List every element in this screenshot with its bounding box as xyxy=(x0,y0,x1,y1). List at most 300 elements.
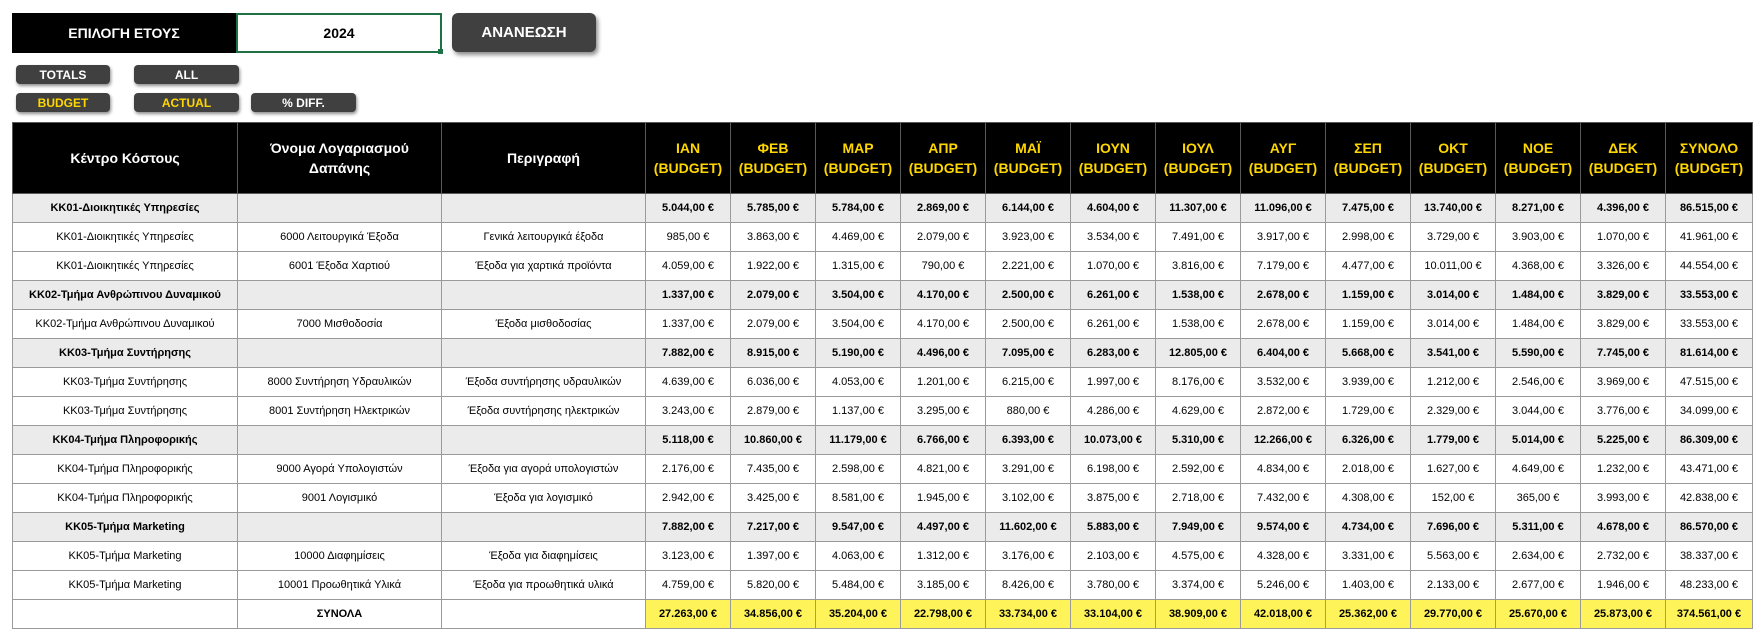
month-value-cell[interactable]: 11.602,00 € xyxy=(986,513,1071,542)
month-value-cell[interactable]: 6.144,00 € xyxy=(986,194,1071,223)
month-value-cell[interactable]: 6.036,00 € xyxy=(731,368,816,397)
month-value-cell[interactable]: 2.869,00 € xyxy=(901,194,986,223)
group-row xyxy=(13,426,1753,455)
month-value-cell[interactable]: 4.678,00 € xyxy=(1581,513,1666,542)
header-month-name: ΙΟΥΛ xyxy=(1182,140,1214,156)
month-value-cell[interactable]: 7.491,00 € xyxy=(1156,223,1241,252)
month-value-cell[interactable]: 4.575,00 € xyxy=(1156,542,1241,571)
header-month-name: ΙΟΥΝ xyxy=(1096,140,1130,156)
header-month-scenario: (BUDGET) xyxy=(653,160,723,176)
cost-center-cell[interactable]: ΚΚ02-Τμήμα Ανθρώπινου Δυναμικού xyxy=(13,310,238,339)
header-month-name: ΜΑΪ xyxy=(1015,140,1041,156)
header-month-scenario: (BUDGET) xyxy=(1333,160,1403,176)
month-value-cell[interactable]: 29.770,00 € xyxy=(1411,600,1496,629)
month-value-cell[interactable]: 5.246,00 € xyxy=(1241,571,1326,600)
total-value-cell[interactable]: 33.553,00 € xyxy=(1666,281,1753,310)
month-value-cell[interactable]: 2.592,00 € xyxy=(1156,455,1241,484)
month-value-cell[interactable]: 1.315,00 € xyxy=(816,252,901,281)
month-value-cell[interactable]: 152,00 € xyxy=(1411,484,1496,513)
month-value-cell[interactable]: 22.798,00 € xyxy=(901,600,986,629)
description-cell[interactable]: Έξοδα για διαφημίσεις xyxy=(442,542,646,571)
month-value-cell[interactable]: 2.546,00 € xyxy=(1496,368,1581,397)
month-value-cell[interactable]: 38.909,00 € xyxy=(1156,600,1241,629)
header-month-name: ΦΕΒ xyxy=(757,140,789,156)
month-value-cell[interactable]: 7.179,00 € xyxy=(1241,252,1326,281)
month-value-cell[interactable]: 2.718,00 € xyxy=(1156,484,1241,513)
cost-center-cell[interactable]: ΚΚ04-Τμήμα Πληροφορικής xyxy=(13,484,238,513)
month-value-cell[interactable]: 11.307,00 € xyxy=(1156,194,1241,223)
month-value-cell[interactable]: 1.337,00 € xyxy=(646,281,731,310)
month-value-cell[interactable]: 4.170,00 € xyxy=(901,310,986,339)
header-month-name: ΟΚΤ xyxy=(1438,140,1468,156)
header-cost-center[interactable]: Κέντρο Κόστους xyxy=(13,123,238,194)
month-value-cell[interactable]: 2.103,00 € xyxy=(1071,542,1156,571)
month-value-cell[interactable]: 8.426,00 € xyxy=(986,571,1071,600)
month-value-cell[interactable]: 7.095,00 € xyxy=(986,339,1071,368)
refresh-button[interactable]: ΑΝΑΝΕΩΣΗ xyxy=(452,13,596,52)
month-value-cell[interactable]: 2.079,00 € xyxy=(731,281,816,310)
header-row xyxy=(13,123,1753,194)
total-value-cell[interactable]: 41.961,00 € xyxy=(1666,223,1753,252)
month-value-cell[interactable]: 1.159,00 € xyxy=(1326,281,1411,310)
month-value-cell[interactable]: 3.331,00 € xyxy=(1326,542,1411,571)
month-value-cell[interactable]: 42.018,00 € xyxy=(1241,600,1326,629)
total-value-cell[interactable]: 86.515,00 € xyxy=(1666,194,1753,223)
month-value-cell[interactable]: 6.404,00 € xyxy=(1241,339,1326,368)
month-value-cell[interactable]: 7.435,00 € xyxy=(731,455,816,484)
month-value-cell[interactable]: 5.784,00 € xyxy=(816,194,901,223)
month-value-cell[interactable]: 1.397,00 € xyxy=(731,542,816,571)
month-value-cell[interactable]: 1.212,00 € xyxy=(1411,368,1496,397)
month-value-cell[interactable]: 7.696,00 € xyxy=(1411,513,1496,542)
month-value-cell[interactable]: 1.627,00 € xyxy=(1411,455,1496,484)
month-value-cell[interactable]: 4.469,00 € xyxy=(816,223,901,252)
month-value-cell[interactable]: 4.053,00 € xyxy=(816,368,901,397)
month-value-cell[interactable]: 6.766,00 € xyxy=(901,426,986,455)
month-value-cell[interactable]: 9.547,00 € xyxy=(816,513,901,542)
account-cell[interactable] xyxy=(238,281,442,310)
month-value-cell[interactable]: 7.475,00 € xyxy=(1326,194,1411,223)
account-cell[interactable]: 9001 Λογισμικό xyxy=(238,484,442,513)
month-value-cell[interactable]: 1.538,00 € xyxy=(1156,310,1241,339)
month-value-cell[interactable]: 1.201,00 € xyxy=(901,368,986,397)
month-value-cell[interactable]: 7.217,00 € xyxy=(731,513,816,542)
month-value-cell[interactable]: 12.805,00 € xyxy=(1156,339,1241,368)
month-value-cell[interactable]: 1.312,00 € xyxy=(901,542,986,571)
total-value-cell[interactable]: 44.554,00 € xyxy=(1666,252,1753,281)
month-value-cell[interactable]: 4.286,00 € xyxy=(1071,397,1156,426)
header-month[interactable] xyxy=(731,123,816,194)
account-cell[interactable]: 9000 Αγορά Υπολογιστών xyxy=(238,455,442,484)
month-value-cell[interactable]: 1.538,00 € xyxy=(1156,281,1241,310)
month-value-cell[interactable]: 3.532,00 € xyxy=(1241,368,1326,397)
month-value-cell[interactable]: 3.541,00 € xyxy=(1411,339,1496,368)
year-input-cell[interactable] xyxy=(236,13,442,53)
month-value-cell[interactable]: 2.079,00 € xyxy=(731,310,816,339)
month-value-cell[interactable]: 4.497,00 € xyxy=(901,513,986,542)
header-month-name: ΙΑΝ xyxy=(675,140,701,156)
month-value-cell[interactable]: 3.993,00 € xyxy=(1581,484,1666,513)
header-month[interactable] xyxy=(816,123,901,194)
account-cell[interactable] xyxy=(238,339,442,368)
month-value-cell[interactable]: 365,00 € xyxy=(1496,484,1581,513)
header-month-scenario: (BUDGET) xyxy=(1418,160,1488,176)
month-value-cell[interactable]: 6.261,00 € xyxy=(1071,310,1156,339)
month-value-cell[interactable]: 12.266,00 € xyxy=(1241,426,1326,455)
month-value-cell[interactable]: 2.998,00 € xyxy=(1326,223,1411,252)
month-value-cell[interactable]: 3.875,00 € xyxy=(1071,484,1156,513)
description-cell[interactable]: Έξοδα για λογισμικό xyxy=(442,484,646,513)
table-row xyxy=(13,571,1753,600)
totals-button[interactable]: TOTALS xyxy=(16,65,110,84)
month-value-cell[interactable]: 1.946,00 € xyxy=(1581,571,1666,600)
header-month[interactable] xyxy=(646,123,731,194)
table-row xyxy=(13,310,1753,339)
cost-center-cell[interactable]: ΚΚ01-Διοικητικές Υπηρεσίες xyxy=(13,194,238,223)
month-value-cell[interactable]: 34.856,00 € xyxy=(731,600,816,629)
total-value-cell[interactable]: 43.471,00 € xyxy=(1666,455,1753,484)
month-value-cell[interactable]: 6.261,00 € xyxy=(1071,281,1156,310)
month-value-cell[interactable]: 4.604,00 € xyxy=(1071,194,1156,223)
account-cell[interactable]: 7000 Μισθοδοσία xyxy=(238,310,442,339)
year-value: 2024 xyxy=(323,25,355,41)
description-cell[interactable] xyxy=(442,600,646,629)
cost-center-cell[interactable]: ΚΚ05-Τμήμα Marketing xyxy=(13,542,238,571)
month-value-cell[interactable]: 33.734,00 € xyxy=(986,600,1071,629)
month-value-cell[interactable]: 11.179,00 € xyxy=(816,426,901,455)
cost-center-cell[interactable]: ΚΚ04-Τμήμα Πληροφορικής xyxy=(13,426,238,455)
cost-center-cell[interactable]: ΚΚ02-Τμήμα Ανθρώπινου Δυναμικού xyxy=(13,281,238,310)
header-month[interactable] xyxy=(901,123,986,194)
header-month[interactable] xyxy=(1666,123,1753,194)
month-value-cell[interactable]: 1.403,00 € xyxy=(1326,571,1411,600)
header-month[interactable] xyxy=(1071,123,1156,194)
month-value-cell[interactable]: 3.917,00 € xyxy=(1241,223,1326,252)
month-value-cell[interactable]: 985,00 € xyxy=(646,223,731,252)
month-value-cell[interactable]: 1.232,00 € xyxy=(1581,455,1666,484)
description-cell[interactable]: Έξοδα για χαρτικά προϊόντα xyxy=(442,252,646,281)
month-value-cell[interactable]: 1.779,00 € xyxy=(1411,426,1496,455)
month-value-cell[interactable]: 2.677,00 € xyxy=(1496,571,1581,600)
month-value-cell[interactable]: 2.018,00 € xyxy=(1326,455,1411,484)
month-value-cell[interactable]: 4.639,00 € xyxy=(646,368,731,397)
month-value-cell[interactable]: 4.759,00 € xyxy=(646,571,731,600)
month-value-cell[interactable]: 3.185,00 € xyxy=(901,571,986,600)
month-value-cell[interactable]: 3.243,00 € xyxy=(646,397,731,426)
total-value-cell[interactable]: 81.614,00 € xyxy=(1666,339,1753,368)
month-value-cell[interactable]: 3.903,00 € xyxy=(1496,223,1581,252)
header-month[interactable] xyxy=(1411,123,1496,194)
header-month-name: ΑΠΡ xyxy=(928,140,958,156)
month-value-cell[interactable]: 5.484,00 € xyxy=(816,571,901,600)
month-value-cell[interactable]: 3.504,00 € xyxy=(816,281,901,310)
month-value-cell[interactable]: 3.829,00 € xyxy=(1581,310,1666,339)
month-value-cell[interactable]: 3.939,00 € xyxy=(1326,368,1411,397)
description-cell[interactable] xyxy=(442,339,646,368)
cost-center-cell[interactable] xyxy=(13,600,238,629)
month-value-cell[interactable]: 8.271,00 € xyxy=(1496,194,1581,223)
month-value-cell[interactable]: 3.014,00 € xyxy=(1411,310,1496,339)
month-value-cell[interactable]: 3.534,00 € xyxy=(1071,223,1156,252)
month-value-cell[interactable]: 7.949,00 € xyxy=(1156,513,1241,542)
description-cell[interactable] xyxy=(442,513,646,542)
month-value-cell[interactable]: 2.500,00 € xyxy=(986,281,1071,310)
month-value-cell[interactable]: 2.176,00 € xyxy=(646,455,731,484)
month-value-cell[interactable]: 1.159,00 € xyxy=(1326,310,1411,339)
account-cell[interactable]: 6001 Έξοδα Χαρτιού xyxy=(238,252,442,281)
cost-center-cell[interactable]: ΚΚ04-Τμήμα Πληροφορικής xyxy=(13,455,238,484)
total-value-cell[interactable]: 86.570,00 € xyxy=(1666,513,1753,542)
month-value-cell[interactable]: 3.291,00 € xyxy=(986,455,1071,484)
month-value-cell[interactable]: 2.329,00 € xyxy=(1411,397,1496,426)
month-value-cell[interactable]: 5.883,00 € xyxy=(1071,513,1156,542)
cost-center-cell[interactable]: ΚΚ03-Τμήμα Συντήρησης xyxy=(13,397,238,426)
month-value-cell[interactable]: 6.326,00 € xyxy=(1326,426,1411,455)
month-value-cell[interactable]: 33.104,00 € xyxy=(1071,600,1156,629)
header-month-name: ΔΕΚ xyxy=(1608,140,1638,156)
cost-center-cell[interactable]: ΚΚ01-Διοικητικές Υπηρεσίες xyxy=(13,252,238,281)
month-value-cell[interactable]: 4.063,00 € xyxy=(816,542,901,571)
budget-table xyxy=(12,122,1753,629)
total-value-cell[interactable]: 48.233,00 € xyxy=(1666,571,1753,600)
month-value-cell[interactable]: 4.496,00 € xyxy=(901,339,986,368)
month-value-cell[interactable]: 4.821,00 € xyxy=(901,455,986,484)
total-value-cell[interactable]: 42.838,00 € xyxy=(1666,484,1753,513)
month-value-cell[interactable]: 3.816,00 € xyxy=(1156,252,1241,281)
description-cell[interactable]: Έξοδα συντήρησης ηλεκτρικών xyxy=(442,397,646,426)
month-value-cell[interactable]: 9.574,00 € xyxy=(1241,513,1326,542)
month-value-cell[interactable]: 1.729,00 € xyxy=(1326,397,1411,426)
month-value-cell[interactable]: 4.368,00 € xyxy=(1496,252,1581,281)
total-value-cell[interactable]: 374.561,00 € xyxy=(1666,600,1753,629)
month-value-cell[interactable]: 5.225,00 € xyxy=(1581,426,1666,455)
month-value-cell[interactable]: 6.215,00 € xyxy=(986,368,1071,397)
month-value-cell[interactable]: 2.598,00 € xyxy=(816,455,901,484)
table-row xyxy=(13,455,1753,484)
total-value-cell[interactable]: 47.515,00 € xyxy=(1666,368,1753,397)
percent-diff-button[interactable]: % DIFF. xyxy=(251,93,356,112)
month-value-cell[interactable]: 10.073,00 € xyxy=(1071,426,1156,455)
month-value-cell[interactable]: 3.326,00 € xyxy=(1581,252,1666,281)
header-month[interactable] xyxy=(1326,123,1411,194)
month-value-cell[interactable]: 3.044,00 € xyxy=(1496,397,1581,426)
month-value-cell[interactable]: 35.204,00 € xyxy=(816,600,901,629)
month-value-cell[interactable]: 2.678,00 € xyxy=(1241,281,1326,310)
month-value-cell[interactable]: 5.014,00 € xyxy=(1496,426,1581,455)
description-cell[interactable]: Έξοδα για προωθητικά υλικά xyxy=(442,571,646,600)
description-cell[interactable]: Έξοδα μισθοδοσίας xyxy=(442,310,646,339)
all-button[interactable]: ALL xyxy=(134,65,239,84)
total-value-cell[interactable]: 34.099,00 € xyxy=(1666,397,1753,426)
month-value-cell[interactable]: 27.263,00 € xyxy=(646,600,731,629)
header-month-scenario: (BUDGET) xyxy=(1503,160,1573,176)
header-month-scenario: (BUDGET) xyxy=(1588,160,1658,176)
month-value-cell[interactable]: 10.011,00 € xyxy=(1411,252,1496,281)
month-value-cell[interactable]: 880,00 € xyxy=(986,397,1071,426)
account-cell[interactable]: 10001 Προωθητικά Υλικά xyxy=(238,571,442,600)
header-month[interactable] xyxy=(1581,123,1666,194)
month-value-cell[interactable]: 3.504,00 € xyxy=(816,310,901,339)
month-value-cell[interactable]: 5.785,00 € xyxy=(731,194,816,223)
month-value-cell[interactable]: 5.590,00 € xyxy=(1496,339,1581,368)
month-value-cell[interactable]: 6.283,00 € xyxy=(1071,339,1156,368)
month-value-cell[interactable]: 8.176,00 € xyxy=(1156,368,1241,397)
month-value-cell[interactable]: 5.118,00 € xyxy=(646,426,731,455)
actual-button[interactable]: ACTUAL xyxy=(134,93,239,112)
header-month-scenario: (BUDGET) xyxy=(993,160,1063,176)
total-value-cell[interactable]: 86.309,00 € xyxy=(1666,426,1753,455)
header-month[interactable] xyxy=(986,123,1071,194)
month-value-cell[interactable]: 25.873,00 € xyxy=(1581,600,1666,629)
month-value-cell[interactable]: 2.079,00 € xyxy=(901,223,986,252)
table-row xyxy=(13,542,1753,571)
header-month-scenario: (BUDGET) xyxy=(1674,160,1744,176)
month-value-cell[interactable]: 3.425,00 € xyxy=(731,484,816,513)
month-value-cell[interactable]: 13.740,00 € xyxy=(1411,194,1496,223)
month-value-cell[interactable]: 2.500,00 € xyxy=(986,310,1071,339)
month-value-cell[interactable]: 2.634,00 € xyxy=(1496,542,1581,571)
month-value-cell[interactable]: 25.670,00 € xyxy=(1496,600,1581,629)
month-value-cell[interactable]: 1.945,00 € xyxy=(901,484,986,513)
header-month[interactable] xyxy=(1496,123,1581,194)
account-cell[interactable]: 6000 Λειτουργικά Έξοδα xyxy=(238,223,442,252)
account-cell[interactable]: 8000 Συντήρηση Υδραυλικών xyxy=(238,368,442,397)
month-value-cell[interactable]: 5.668,00 € xyxy=(1326,339,1411,368)
month-value-cell[interactable]: 3.123,00 € xyxy=(646,542,731,571)
month-value-cell[interactable]: 1.484,00 € xyxy=(1496,281,1581,310)
month-value-cell[interactable]: 4.734,00 € xyxy=(1326,513,1411,542)
month-value-cell[interactable]: 5.190,00 € xyxy=(816,339,901,368)
table-row xyxy=(13,484,1753,513)
month-value-cell[interactable]: 790,00 € xyxy=(901,252,986,281)
month-value-cell[interactable]: 1.070,00 € xyxy=(1071,252,1156,281)
group-row xyxy=(13,194,1753,223)
month-value-cell[interactable]: 4.170,00 € xyxy=(901,281,986,310)
table-row xyxy=(13,223,1753,252)
header-month[interactable] xyxy=(1156,123,1241,194)
month-value-cell[interactable]: 4.308,00 € xyxy=(1326,484,1411,513)
month-value-cell[interactable]: 3.923,00 € xyxy=(986,223,1071,252)
month-value-cell[interactable]: 7.882,00 € xyxy=(646,513,731,542)
month-value-cell[interactable]: 2.872,00 € xyxy=(1241,397,1326,426)
month-value-cell[interactable]: 5.311,00 € xyxy=(1496,513,1581,542)
description-cell[interactable] xyxy=(442,194,646,223)
month-value-cell[interactable]: 3.374,00 € xyxy=(1156,571,1241,600)
month-value-cell[interactable]: 1.137,00 € xyxy=(816,397,901,426)
cost-center-cell[interactable]: ΚΚ05-Τμήμα Marketing xyxy=(13,571,238,600)
month-value-cell[interactable]: 2.879,00 € xyxy=(731,397,816,426)
month-value-cell[interactable]: 7.882,00 € xyxy=(646,339,731,368)
month-value-cell[interactable]: 1.484,00 € xyxy=(1496,310,1581,339)
header-month-scenario: (BUDGET) xyxy=(823,160,893,176)
header-month-name: ΣΕΠ xyxy=(1354,140,1382,156)
month-value-cell[interactable]: 6.198,00 € xyxy=(1071,455,1156,484)
header-month-name: ΜΑΡ xyxy=(842,140,874,156)
month-value-cell[interactable]: 3.176,00 € xyxy=(986,542,1071,571)
account-cell[interactable] xyxy=(238,426,442,455)
month-value-cell[interactable]: 4.649,00 € xyxy=(1496,455,1581,484)
group-row xyxy=(13,513,1753,542)
header-month[interactable] xyxy=(1241,123,1326,194)
month-value-cell[interactable]: 8.581,00 € xyxy=(816,484,901,513)
month-value-cell[interactable]: 10.860,00 € xyxy=(731,426,816,455)
total-value-cell[interactable]: 38.337,00 € xyxy=(1666,542,1753,571)
year-select-label: ΕΠΙΛΟΓΗ ΕΤΟΥΣ xyxy=(12,13,236,53)
month-value-cell[interactable]: 7.745,00 € xyxy=(1581,339,1666,368)
month-value-cell[interactable]: 5.044,00 € xyxy=(646,194,731,223)
month-value-cell[interactable]: 3.969,00 € xyxy=(1581,368,1666,397)
month-value-cell[interactable]: 2.732,00 € xyxy=(1581,542,1666,571)
header-account[interactable]: Όνομα Λογαριασμού Δαπάνης xyxy=(238,123,442,194)
month-value-cell[interactable]: 2.221,00 € xyxy=(986,252,1071,281)
table-body xyxy=(13,194,1753,629)
description-cell[interactable] xyxy=(442,281,646,310)
month-value-cell[interactable]: 4.629,00 € xyxy=(1156,397,1241,426)
total-value-cell[interactable]: 33.553,00 € xyxy=(1666,310,1753,339)
month-value-cell[interactable]: 2.678,00 € xyxy=(1241,310,1326,339)
header-month-scenario: (BUDGET) xyxy=(1163,160,1233,176)
month-value-cell[interactable]: 6.393,00 € xyxy=(986,426,1071,455)
month-value-cell[interactable]: 1.337,00 € xyxy=(646,310,731,339)
table-row xyxy=(13,252,1753,281)
account-cell[interactable] xyxy=(238,194,442,223)
month-value-cell[interactable]: 4.834,00 € xyxy=(1241,455,1326,484)
cost-center-cell[interactable]: ΚΚ01-Διοικητικές Υπηρεσίες xyxy=(13,223,238,252)
month-value-cell[interactable]: 3.102,00 € xyxy=(986,484,1071,513)
month-value-cell[interactable]: 2.942,00 € xyxy=(646,484,731,513)
cost-center-cell[interactable]: ΚΚ03-Τμήμα Συντήρησης xyxy=(13,339,238,368)
month-value-cell[interactable]: 1.997,00 € xyxy=(1071,368,1156,397)
account-cell[interactable]: 10000 Διαφημίσεις xyxy=(238,542,442,571)
month-value-cell[interactable]: 3.014,00 € xyxy=(1411,281,1496,310)
cost-center-cell[interactable]: ΚΚ05-Τμήμα Marketing xyxy=(13,513,238,542)
budget-button[interactable]: BUDGET xyxy=(16,93,110,112)
account-cell[interactable]: ΣΥΝΟΛΑ xyxy=(238,600,442,629)
month-value-cell[interactable]: 1.070,00 € xyxy=(1581,223,1666,252)
month-value-cell[interactable]: 11.096,00 € xyxy=(1241,194,1326,223)
header-description[interactable]: Περιγραφή xyxy=(442,123,646,194)
month-value-cell[interactable]: 3.829,00 € xyxy=(1581,281,1666,310)
month-value-cell[interactable]: 3.776,00 € xyxy=(1581,397,1666,426)
description-cell[interactable]: Έξοδα για αγορά υπολογιστών xyxy=(442,455,646,484)
cell-fill-handle[interactable] xyxy=(438,49,443,54)
cost-center-cell[interactable]: ΚΚ03-Τμήμα Συντήρησης xyxy=(13,368,238,397)
header-month-scenario: (BUDGET) xyxy=(1248,160,1318,176)
description-cell[interactable]: Γενικά λειτουργικά έξοδα xyxy=(442,223,646,252)
month-value-cell[interactable]: 7.432,00 € xyxy=(1241,484,1326,513)
month-value-cell[interactable]: 25.362,00 € xyxy=(1326,600,1411,629)
month-value-cell[interactable]: 5.563,00 € xyxy=(1411,542,1496,571)
month-value-cell[interactable]: 3.295,00 € xyxy=(901,397,986,426)
account-cell[interactable] xyxy=(238,513,442,542)
header-month-name: ΝΟΕ xyxy=(1522,140,1554,156)
month-value-cell[interactable]: 2.133,00 € xyxy=(1411,571,1496,600)
month-value-cell[interactable]: 4.396,00 € xyxy=(1581,194,1666,223)
month-value-cell[interactable]: 4.477,00 € xyxy=(1326,252,1411,281)
account-cell[interactable]: 8001 Συντήρηση Ηλεκτρικών xyxy=(238,397,442,426)
description-cell[interactable]: Έξοδα συντήρησης υδραυλικών xyxy=(442,368,646,397)
month-value-cell[interactable]: 3.780,00 € xyxy=(1071,571,1156,600)
month-value-cell[interactable]: 3.863,00 € xyxy=(731,223,816,252)
month-value-cell[interactable]: 3.729,00 € xyxy=(1411,223,1496,252)
month-value-cell[interactable]: 5.310,00 € xyxy=(1156,426,1241,455)
month-value-cell[interactable]: 8.915,00 € xyxy=(731,339,816,368)
month-value-cell[interactable]: 5.820,00 € xyxy=(731,571,816,600)
month-value-cell[interactable]: 4.328,00 € xyxy=(1241,542,1326,571)
description-cell[interactable] xyxy=(442,426,646,455)
month-value-cell[interactable]: 4.059,00 € xyxy=(646,252,731,281)
month-value-cell[interactable]: 1.922,00 € xyxy=(731,252,816,281)
